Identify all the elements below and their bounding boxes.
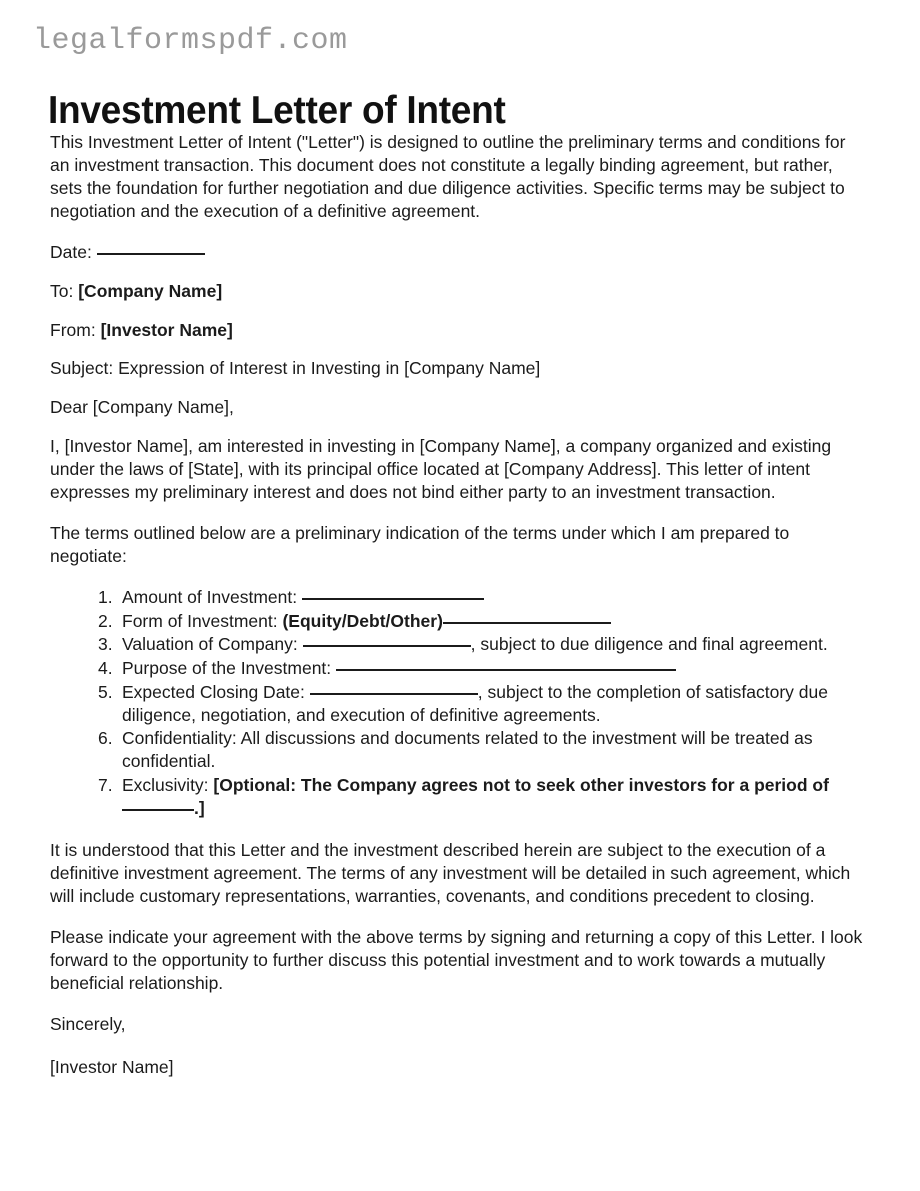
list-item [98,586,868,609]
amount-of-investment-blank[interactable] [302,584,484,600]
valuation-of-company-blank[interactable] [303,631,471,647]
list-item [98,633,868,656]
term-label: Purpose of the Investment: [122,658,332,679]
term-label: Expected Closing Date: [122,681,305,702]
subject-line: Subject: Expression of Interest in Investing in [Company Name] [50,358,541,379]
page-title: Investment Letter of Intent [48,89,506,133]
term-suffix: , subject to due diligence and final agreement. [470,634,828,655]
to-field-line [50,280,868,303]
document-body [50,131,868,1099]
list-item [98,657,868,680]
intro-paragraph: This Investment Letter of Intent ("Letter") is designed to outline the preliminary terms and conditions for an investment transaction. This document does not constitute a legally binding agreement, but rather, sets the foundation for further negotiation and due diligence activities. Specific terms may be subject to negotiation and the execution of a definitive agreement. [50,132,846,221]
term-label: Amount of Investment: [122,586,298,607]
date-label: Date: [50,241,92,262]
date-blank[interactable] [97,238,205,254]
form-of-investment-blank[interactable] [443,607,611,623]
term-suffix: .] [194,797,205,818]
salutation: Dear [Company Name], [50,397,234,418]
signature-name: [Investor Name] [50,1056,174,1077]
opening-paragraph: I, [Investor Name], am interested in investing in [Company Name], a company organized and existing under the laws of [State], with its principal office located at [Company Address]. This letter of intent expresses my preliminary interest and does not bind either party to an investment transaction. [50,436,832,503]
term-suffix: , subject to the completion of satisfactory due diligence, negotiation, and execution of definitive agreements. [122,681,828,725]
from-label: From: [50,319,96,340]
term-label: Valuation of Company: [122,634,298,655]
term-label: Confidentiality: All discussions and documents related to the investment will be treated as confidential. [122,728,813,772]
list-item [98,727,868,773]
site-logo-watermark: legalformspdf.com [33,24,348,58]
signature-block [50,1013,868,1079]
date-field-line [50,241,868,264]
list-item [98,610,868,633]
closing-paragraph-1: It is understood that this Letter and the investment described herein are subject to the execution of a definitive investment agreement. The terms of any investment will be detailed in such agreement, which will include customary representations, warranties, covenants, and conditions precedent to closing. [50,840,851,907]
exclusivity-optional-text: [Optional: The Company agrees not to seek other investors for a period of [213,774,829,795]
list-item [98,774,868,820]
expected-closing-date-blank[interactable] [310,679,478,695]
term-label: Exclusivity: [122,774,209,795]
from-field-line [50,319,868,342]
terms-intro-paragraph: The terms outlined below are a preliminary indication of the terms under which I am prepared to negotiate: [50,523,790,566]
form-of-investment-options: (Equity/Debt/Other) [282,610,443,631]
term-label: Form of Investment: [122,610,278,631]
to-value: [Company Name] [78,280,223,301]
to-label: To: [50,280,74,301]
from-value: [Investor Name] [100,319,233,340]
closing-paragraph-2: Please indicate your agreement with the above terms by signing and returning a copy of this Letter. I look forward to the opportunity to further discuss this potential investment and to work towards a mutually beneficial relationship. [50,927,863,994]
terms-list [50,586,868,820]
sign-off: Sincerely, [50,1013,126,1034]
purpose-of-investment-blank[interactable] [336,655,676,671]
exclusivity-period-blank[interactable] [122,794,194,810]
list-item [98,681,868,727]
